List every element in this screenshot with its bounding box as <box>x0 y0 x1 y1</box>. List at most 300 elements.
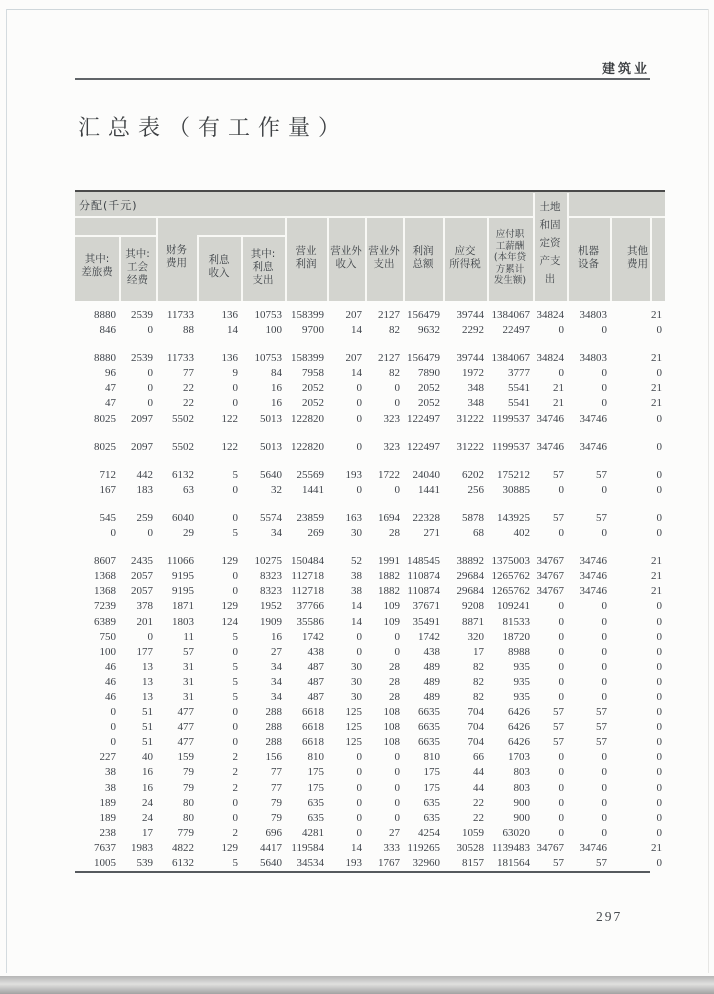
cell-non-operating-income: 38 <box>351 585 362 598</box>
cell-interest-expense: 32 <box>271 483 282 496</box>
cell-operating-profit: 122820 <box>291 440 324 453</box>
cell-interest-expense: 8323 <box>260 585 282 598</box>
cell-union-fund: 2539 <box>131 309 153 321</box>
cell-union-fund: 24 <box>142 811 153 824</box>
cell-financial-expense: 63 <box>183 483 194 496</box>
header-cell-non-operating-expense <box>365 245 403 271</box>
cell-non-operating-income: 0 <box>356 796 362 809</box>
cell-income-tax: 68 <box>473 527 484 540</box>
cell-machinery: 57 <box>596 511 607 524</box>
header-cell-line: 出 <box>544 273 556 285</box>
cell-income-tax: 704 <box>467 736 484 749</box>
cell-other-expense: 0 <box>656 736 662 749</box>
cell-total-profit: 489 <box>423 690 440 703</box>
cell-machinery: 34746 <box>579 841 607 854</box>
cell-land-fixed-assets: 34824 <box>536 309 564 321</box>
table-row <box>75 675 665 690</box>
cell-payable-salary: 181564 <box>497 857 530 869</box>
cell-interest-expense: 34 <box>271 690 282 703</box>
cell-payable-salary: 175212 <box>497 468 530 481</box>
cell-other-expense: 0 <box>656 615 662 628</box>
cell-other-expense: 21 <box>651 352 662 365</box>
cell-non-operating-expense: 1722 <box>378 468 400 481</box>
cell-land-fixed-assets: 34767 <box>536 555 564 568</box>
cell-non-operating-expense: 108 <box>383 721 400 734</box>
cell-union-fund: 1983 <box>131 841 153 854</box>
cell-land-fixed-assets: 0 <box>558 766 564 779</box>
cell-payable-salary: 8988 <box>508 645 530 658</box>
cell-financial-expense: 477 <box>177 736 194 749</box>
table-row <box>75 526 665 541</box>
cell-total-profit: 6635 <box>418 721 440 734</box>
cell-union-fund: 13 <box>142 675 153 688</box>
cell-interest-income: 0 <box>232 736 238 749</box>
cell-land-fixed-assets: 34767 <box>536 841 564 854</box>
cell-interest-expense: 5013 <box>260 412 282 425</box>
cell-total-profit: 2052 <box>418 397 440 410</box>
header-cell-line: 支出 <box>252 274 274 286</box>
cell-interest-expense: 288 <box>265 721 282 734</box>
cell-travel-expense: 712 <box>99 468 116 481</box>
cell-operating-profit: 6618 <box>302 706 324 719</box>
cell-non-operating-income: 0 <box>356 781 362 794</box>
row-group-gap <box>75 338 665 351</box>
cell-total-profit: 489 <box>423 675 440 688</box>
cell-payable-salary: 1139483 <box>491 841 530 854</box>
cell-income-tax: 30528 <box>456 841 484 854</box>
cell-other-expense: 21 <box>651 570 662 583</box>
cell-interest-income: 5 <box>232 857 238 869</box>
cell-interest-expense: 34 <box>271 660 282 673</box>
cell-union-fund: 442 <box>136 468 153 481</box>
cell-operating-profit: 112718 <box>291 585 324 598</box>
cell-financial-expense: 31 <box>183 675 194 688</box>
cell-operating-profit: 635 <box>307 811 324 824</box>
cell-interest-expense: 34 <box>271 675 282 688</box>
cell-financial-expense: 80 <box>183 796 194 809</box>
cell-total-profit: 148545 <box>407 555 440 568</box>
cell-union-fund: 16 <box>142 766 153 779</box>
cell-land-fixed-assets: 0 <box>558 615 564 628</box>
cell-operating-profit: 175 <box>307 781 324 794</box>
cell-machinery: 34746 <box>579 585 607 598</box>
cell-total-profit: 1742 <box>418 630 440 643</box>
header-cell-line: 和固 <box>539 219 561 231</box>
cell-interest-income: 5 <box>232 660 238 673</box>
header-cell-line: 收入 <box>335 258 357 270</box>
cell-non-operating-expense: 1882 <box>378 585 400 598</box>
cell-machinery: 0 <box>601 382 607 395</box>
cell-other-expense: 0 <box>656 766 662 779</box>
cell-non-operating-income: 0 <box>356 397 362 410</box>
cell-machinery: 0 <box>601 630 607 643</box>
cell-total-profit: 9632 <box>418 324 440 337</box>
section-header: 建筑业 <box>601 62 650 77</box>
cell-other-expense: 0 <box>656 796 662 809</box>
cell-travel-expense: 189 <box>99 811 116 824</box>
scan-edge-top <box>6 9 708 10</box>
cell-income-tax: 29684 <box>456 585 484 598</box>
cell-land-fixed-assets: 57 <box>553 857 564 869</box>
cell-payable-salary: 1265762 <box>491 570 530 583</box>
header-cell-line: 营业 <box>295 245 317 257</box>
cell-union-fund: 2057 <box>131 570 153 583</box>
cell-non-operating-expense: 109 <box>383 600 400 613</box>
cell-payable-salary: 3777 <box>508 367 530 380</box>
cell-total-profit: 6635 <box>418 706 440 719</box>
cell-interest-expense: 27 <box>271 645 282 658</box>
cell-travel-expense: 227 <box>99 751 116 764</box>
cell-non-operating-expense: 108 <box>383 736 400 749</box>
header-cell-line: 其中: <box>84 253 110 265</box>
cell-machinery: 0 <box>601 811 607 824</box>
cell-non-operating-income: 163 <box>345 511 362 524</box>
cell-operating-profit: 4281 <box>302 826 324 839</box>
cell-non-operating-income: 0 <box>356 751 362 764</box>
table-row <box>75 569 665 584</box>
cell-operating-profit: 23859 <box>296 511 324 524</box>
cell-land-fixed-assets: 0 <box>558 324 564 337</box>
header-cell-payable-salary <box>487 229 533 287</box>
cell-financial-expense: 31 <box>183 660 194 673</box>
cell-income-tax: 38892 <box>456 555 484 568</box>
cell-machinery: 0 <box>601 690 607 703</box>
table-row <box>75 856 665 871</box>
cell-machinery: 34746 <box>579 440 607 453</box>
cell-interest-income: 0 <box>232 511 238 524</box>
cell-travel-expense: 8880 <box>94 309 116 321</box>
cell-interest-expense: 8323 <box>260 570 282 583</box>
header-cell-financial-expense <box>156 244 197 270</box>
cell-non-operating-income: 14 <box>351 324 362 337</box>
cell-non-operating-expense: 0 <box>394 645 400 658</box>
cell-non-operating-expense: 0 <box>394 397 400 410</box>
cell-income-tax: 82 <box>473 690 484 703</box>
cell-financial-expense: 477 <box>177 706 194 719</box>
cell-travel-expense: 8025 <box>94 412 116 425</box>
cell-payable-salary: 803 <box>513 781 530 794</box>
cell-land-fixed-assets: 0 <box>558 796 564 809</box>
cell-interest-expense: 10753 <box>254 352 282 365</box>
cell-income-tax: 1059 <box>462 826 484 839</box>
cell-payable-salary: 6426 <box>508 721 530 734</box>
cell-other-expense: 21 <box>651 309 662 321</box>
cell-income-tax: 704 <box>467 721 484 734</box>
header-cell-line: 利息 <box>252 261 274 273</box>
cell-operating-profit: 158399 <box>291 309 324 321</box>
cell-non-operating-income: 0 <box>356 440 362 453</box>
cell-union-fund: 0 <box>147 397 153 410</box>
cell-total-profit: 175 <box>423 766 440 779</box>
cell-union-fund: 17 <box>142 826 153 839</box>
cell-non-operating-income: 0 <box>356 630 362 643</box>
cell-land-fixed-assets: 0 <box>558 600 564 613</box>
cell-non-operating-income: 38 <box>351 570 362 583</box>
cell-interest-expense: 10753 <box>254 309 282 321</box>
cell-total-profit: 175 <box>423 781 440 794</box>
cell-interest-expense: 34 <box>271 527 282 540</box>
cell-payable-salary: 109241 <box>497 600 530 613</box>
table-row <box>75 811 665 826</box>
cell-interest-income: 0 <box>232 570 238 583</box>
cell-land-fixed-assets: 0 <box>558 811 564 824</box>
cell-income-tax: 704 <box>467 706 484 719</box>
cell-non-operating-expense: 1767 <box>378 857 400 869</box>
cell-other-expense: 0 <box>656 511 662 524</box>
cell-total-profit: 24040 <box>412 468 440 481</box>
header-cell-line: 差旅费 <box>81 266 113 278</box>
cell-financial-expense: 11 <box>183 630 194 643</box>
header-cell-machinery <box>567 245 610 271</box>
header-cell-line: 利润 <box>295 258 317 270</box>
cell-machinery: 57 <box>596 468 607 481</box>
cell-interest-income: 122 <box>221 412 238 425</box>
cell-interest-expense: 1952 <box>260 600 282 613</box>
cell-payable-salary: 803 <box>513 766 530 779</box>
header-cell-line: 支出 <box>373 258 395 270</box>
cell-interest-expense: 4417 <box>260 841 282 854</box>
cell-land-fixed-assets: 34767 <box>536 570 564 583</box>
cell-interest-income: 2 <box>232 766 238 779</box>
header-cell-line: 工薪酬 <box>495 240 525 252</box>
header-cell-line: 所得税 <box>449 258 481 270</box>
cell-machinery: 0 <box>601 766 607 779</box>
cell-interest-income: 0 <box>232 811 238 824</box>
cell-non-operating-expense: 0 <box>394 796 400 809</box>
cell-travel-expense: 189 <box>99 796 116 809</box>
header-cell-line: 应付职 <box>495 229 525 240</box>
cell-non-operating-expense: 28 <box>389 527 400 540</box>
cell-travel-expense: 0 <box>110 706 116 719</box>
cell-machinery: 0 <box>601 796 607 809</box>
cell-payable-salary: 81533 <box>502 615 530 628</box>
summary-table <box>75 190 665 877</box>
cell-machinery: 0 <box>601 527 607 540</box>
cell-land-fixed-assets: 57 <box>553 511 564 524</box>
cell-machinery: 0 <box>601 675 607 688</box>
table-row <box>75 599 665 614</box>
header-cell-land-fixed-assets <box>533 198 567 288</box>
cell-financial-expense: 5502 <box>172 440 194 453</box>
cell-total-profit: 122497 <box>407 412 440 425</box>
cell-other-expense: 0 <box>656 675 662 688</box>
cell-non-operating-expense: 28 <box>389 690 400 703</box>
cell-other-expense: 0 <box>656 826 662 839</box>
table-body <box>75 301 665 877</box>
cell-other-expense: 0 <box>656 527 662 540</box>
header-grid-line <box>75 235 156 237</box>
cell-non-operating-expense: 2127 <box>378 352 400 365</box>
cell-land-fixed-assets: 0 <box>558 690 564 703</box>
cell-payable-salary: 402 <box>513 527 530 540</box>
cell-interest-expense: 84 <box>271 367 282 380</box>
cell-union-fund: 0 <box>147 367 153 380</box>
cell-payable-salary: 900 <box>513 796 530 809</box>
page-title: 汇总表（有工作量） <box>78 116 349 141</box>
cell-payable-salary: 935 <box>513 660 530 673</box>
cell-operating-profit: 150484 <box>291 555 324 568</box>
cell-payable-salary: 5541 <box>508 397 530 410</box>
scan-edge-bottom <box>0 976 714 994</box>
cell-other-expense: 0 <box>656 751 662 764</box>
cell-non-operating-income: 0 <box>356 766 362 779</box>
cell-income-tax: 5878 <box>462 511 484 524</box>
table-row <box>75 630 665 645</box>
cell-interest-income: 5 <box>232 630 238 643</box>
table-row <box>75 440 665 455</box>
header-grid-line <box>75 216 533 218</box>
cell-income-tax: 22 <box>473 796 484 809</box>
cell-other-expense: 0 <box>656 324 662 337</box>
cell-total-profit: 119265 <box>407 841 440 854</box>
cell-land-fixed-assets: 57 <box>553 736 564 749</box>
cell-interest-expense: 10275 <box>254 555 282 568</box>
cell-land-fixed-assets: 57 <box>553 721 564 734</box>
cell-non-operating-expense: 28 <box>389 660 400 673</box>
cell-total-profit: 110874 <box>407 585 440 598</box>
cell-land-fixed-assets: 34767 <box>536 585 564 598</box>
cell-non-operating-income: 125 <box>345 706 362 719</box>
cell-travel-expense: 238 <box>99 826 116 839</box>
cell-interest-income: 5 <box>232 468 238 481</box>
cell-interest-expense: 79 <box>271 796 282 809</box>
table-row <box>75 483 665 498</box>
cell-travel-expense: 38 <box>105 781 116 794</box>
unit-label: 分配(千元) <box>79 199 138 212</box>
row-group-gap <box>75 427 665 440</box>
cell-other-expense: 0 <box>656 706 662 719</box>
header-cell-interest-income <box>197 254 241 280</box>
cell-interest-income: 9 <box>232 367 238 380</box>
cell-financial-expense: 22 <box>183 397 194 410</box>
cell-payable-salary: 1384067 <box>491 309 530 321</box>
cell-operating-profit: 1441 <box>302 483 324 496</box>
cell-interest-expense: 77 <box>271 781 282 794</box>
cell-non-operating-expense: 333 <box>383 841 400 854</box>
cell-operating-profit: 6618 <box>302 721 324 734</box>
cell-financial-expense: 29 <box>183 527 194 540</box>
cell-union-fund: 24 <box>142 796 153 809</box>
cell-land-fixed-assets: 0 <box>558 751 564 764</box>
cell-land-fixed-assets: 34746 <box>536 412 564 425</box>
cell-operating-profit: 112718 <box>291 570 324 583</box>
cell-payable-salary: 935 <box>513 675 530 688</box>
cell-payable-salary: 1384067 <box>491 352 530 365</box>
cell-total-profit: 7890 <box>418 367 440 380</box>
cell-payable-salary: 1375003 <box>491 555 530 568</box>
cell-payable-salary: 30885 <box>502 483 530 496</box>
cell-income-tax: 31222 <box>456 440 484 453</box>
cell-non-operating-expense: 2127 <box>378 309 400 321</box>
cell-other-expense: 0 <box>656 630 662 643</box>
cell-travel-expense: 167 <box>99 483 116 496</box>
cell-payable-salary: 143925 <box>497 511 530 524</box>
cell-machinery: 57 <box>596 706 607 719</box>
cell-operating-profit: 9700 <box>302 324 324 337</box>
cell-union-fund: 183 <box>136 483 153 496</box>
header-cell-union-fund <box>119 248 156 287</box>
cell-financial-expense: 11733 <box>166 352 194 365</box>
header-cell-line: 工会 <box>127 261 148 273</box>
cell-other-expense: 0 <box>656 412 662 425</box>
cell-operating-profit: 25569 <box>296 468 324 481</box>
header-cell-line: 营业外 <box>330 245 362 257</box>
header-cell-travel-expense <box>75 253 119 279</box>
cell-financial-expense: 779 <box>177 826 194 839</box>
cell-non-operating-expense: 0 <box>394 382 400 395</box>
cell-financial-expense: 6040 <box>172 511 194 524</box>
cell-interest-expense: 288 <box>265 706 282 719</box>
cell-interest-income: 129 <box>221 841 238 854</box>
cell-non-operating-expense: 323 <box>383 440 400 453</box>
cell-financial-expense: 9195 <box>172 585 194 598</box>
header-cell-other-expense <box>610 245 665 271</box>
header-cell-line: 土地 <box>539 201 561 213</box>
cell-other-expense: 0 <box>656 781 662 794</box>
cell-interest-income: 0 <box>232 645 238 658</box>
header-cell-non-operating-income <box>327 245 365 271</box>
cell-total-profit: 37671 <box>412 600 440 613</box>
cell-income-tax: 39744 <box>456 352 484 365</box>
header-cell-line: 总额 <box>412 258 434 270</box>
cell-payable-salary: 18720 <box>502 630 530 643</box>
cell-interest-expense: 288 <box>265 736 282 749</box>
cell-union-fund: 51 <box>142 721 153 734</box>
cell-total-profit: 4254 <box>418 826 440 839</box>
cell-machinery: 0 <box>601 483 607 496</box>
cell-land-fixed-assets: 0 <box>558 660 564 673</box>
cell-payable-salary: 6426 <box>508 706 530 719</box>
cell-travel-expense: 6389 <box>94 615 116 628</box>
cell-other-expense: 0 <box>656 483 662 496</box>
table-row <box>75 323 665 338</box>
cell-union-fund: 2097 <box>131 412 153 425</box>
cell-operating-profit: 2052 <box>302 382 324 395</box>
cell-non-operating-income: 30 <box>351 690 362 703</box>
cell-union-fund: 0 <box>147 324 153 337</box>
cell-interest-expense: 16 <box>271 630 282 643</box>
cell-interest-income: 0 <box>232 382 238 395</box>
row-group-gap <box>75 498 665 511</box>
cell-land-fixed-assets: 0 <box>558 630 564 643</box>
cell-operating-profit: 7958 <box>302 367 324 380</box>
cell-operating-profit: 6618 <box>302 736 324 749</box>
cell-land-fixed-assets: 0 <box>558 826 564 839</box>
cell-financial-expense: 80 <box>183 811 194 824</box>
cell-machinery: 0 <box>601 397 607 410</box>
cell-land-fixed-assets: 34746 <box>536 440 564 453</box>
cell-land-fixed-assets: 0 <box>558 367 564 380</box>
header-cell-line: 费用 <box>166 257 187 269</box>
table-row <box>75 412 665 427</box>
cell-land-fixed-assets: 0 <box>558 645 564 658</box>
cell-interest-income: 5 <box>232 690 238 703</box>
cell-non-operating-income: 14 <box>351 841 362 854</box>
cell-financial-expense: 5502 <box>172 412 194 425</box>
cell-payable-salary: 935 <box>513 690 530 703</box>
table-bottom-rule <box>75 871 650 873</box>
table-row <box>75 750 665 765</box>
header-cell-interest-expense <box>241 248 285 287</box>
cell-interest-income: 0 <box>232 397 238 410</box>
cell-operating-profit: 810 <box>307 751 324 764</box>
cell-union-fund: 51 <box>142 706 153 719</box>
cell-travel-expense: 750 <box>99 630 116 643</box>
table-row <box>75 396 665 411</box>
cell-interest-expense: 16 <box>271 397 282 410</box>
header-cell-line: 机器 <box>578 245 599 257</box>
cell-travel-expense: 47 <box>105 382 116 395</box>
